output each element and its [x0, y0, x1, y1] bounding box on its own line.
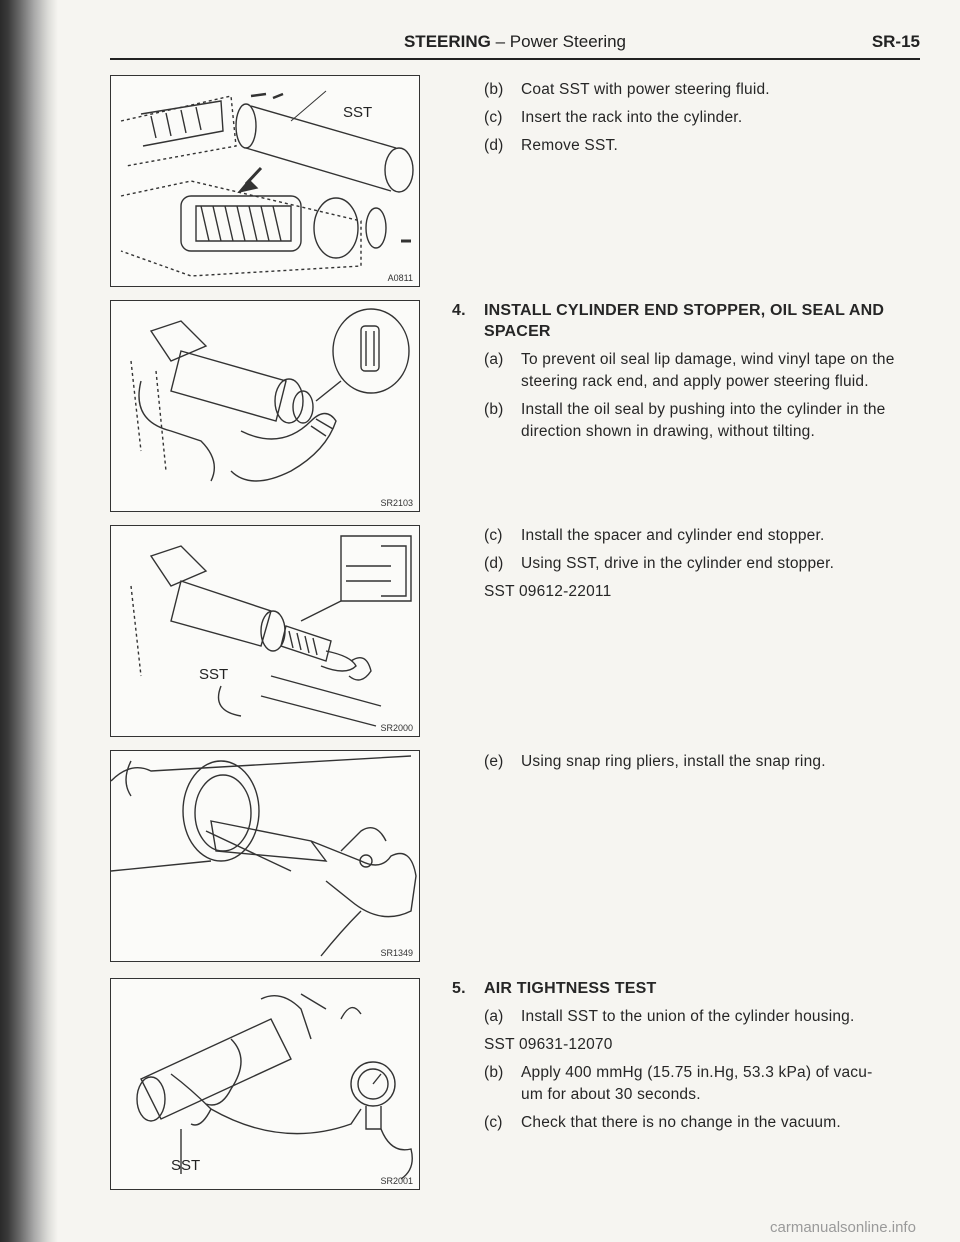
step-text: Check that there is no change in the vacuum.: [521, 1114, 841, 1131]
figure-code: SR2001: [380, 1176, 413, 1186]
figure-label-sst: SST: [171, 1157, 201, 1174]
step-text: Using SST, drive in the cylinder end stopper.: [521, 555, 835, 572]
step-c-insert: [484, 107, 743, 129]
step-letter: (b): [484, 1064, 504, 1081]
step-letter: (a): [484, 351, 504, 368]
step-letter: (c): [484, 109, 503, 126]
header-subsection: – Power Steering: [490, 32, 627, 51]
figure-air-tightness: [110, 978, 420, 1190]
header-section: STEERING: [403, 32, 491, 51]
figure-label-sst: SST: [199, 666, 229, 683]
step-text: Install the spacer and cylinder end stopper.: [521, 527, 825, 544]
figure-oil-seal: [110, 300, 420, 512]
sst-number-4: SST 09612-22011: [484, 583, 612, 600]
step-text: Coat SST with power steering fluid.: [521, 81, 770, 98]
step-4a: [484, 349, 895, 371]
sst-number-5: SST 09631-12070: [484, 1036, 613, 1053]
section-5-title: AIR TIGHTNESS TEST: [484, 980, 657, 997]
figure-code: A0811: [387, 273, 413, 283]
header-title: [110, 32, 920, 52]
step-5b-line2: um for about 30 seconds.: [521, 1086, 701, 1103]
step-letter: (a): [484, 1008, 504, 1025]
section-4-title-line2: SPACER: [484, 323, 551, 340]
step-5a: [484, 1006, 855, 1028]
step-d-remove: [484, 135, 618, 157]
step-b-coat: [484, 79, 770, 101]
step-4b: [484, 399, 886, 421]
step-text: Install SST to the union of the cylinder housing.: [521, 1008, 855, 1025]
figure-code: SR2000: [380, 723, 413, 733]
page-header: [110, 30, 920, 60]
end-stopper-drawing: [111, 526, 419, 736]
air-tightness-drawing: [111, 979, 419, 1189]
step-4c: [484, 525, 825, 547]
section-5-number: 5.: [452, 980, 466, 997]
step-text: Using snap ring pliers, install the snap ring.: [521, 753, 826, 770]
oil-seal-drawing: [111, 301, 419, 511]
step-letter: (e): [484, 753, 504, 770]
step-letter: (d): [484, 555, 504, 572]
step-letter: (b): [484, 401, 504, 418]
step-text: Insert the rack into the cylinder.: [521, 109, 743, 126]
step-letter: (d): [484, 137, 504, 154]
figure-code: SR1349: [380, 948, 413, 958]
step-text-line1: Install the oil seal by pushing into the cylinder in the: [521, 401, 886, 418]
figure-snap-ring: [110, 750, 420, 962]
step-text: Remove SST.: [521, 137, 618, 154]
figure-label-sst: SST: [343, 104, 373, 121]
figure-code: SR2103: [380, 498, 413, 508]
step-5c: [484, 1112, 841, 1134]
step-text-line1: To prevent oil seal lip damage, wind vinyl tape on the: [521, 351, 895, 368]
page-number: SR-15: [871, 32, 920, 51]
step-text-line1: Apply 400 mmHg (15.75 in.Hg, 53.3 kPa) of vacu-: [521, 1064, 873, 1081]
rack-insert-drawing: [111, 76, 419, 286]
figure-rack-insert: [110, 75, 420, 287]
step-4b-line2: direction shown in drawing, without tilting.: [521, 423, 815, 440]
step-letter: (b): [484, 81, 504, 98]
step-4e: [484, 751, 826, 773]
step-5b: [484, 1062, 873, 1084]
section-4-title-line1: INSTALL CYLINDER END STOPPER, OIL SEAL AND: [484, 302, 885, 319]
watermark: carmanualsonline.info: [770, 1219, 916, 1236]
step-letter: (c): [484, 1114, 503, 1131]
section-4-number: 4.: [452, 302, 466, 319]
figure-end-stopper: [110, 525, 420, 737]
snap-ring-drawing: [111, 751, 419, 961]
page-binding-shadow: [0, 0, 58, 1242]
step-letter: (c): [484, 527, 503, 544]
step-4d: [484, 553, 835, 575]
step-4a-line2: steering rack end, and apply power steering fluid.: [521, 373, 869, 390]
